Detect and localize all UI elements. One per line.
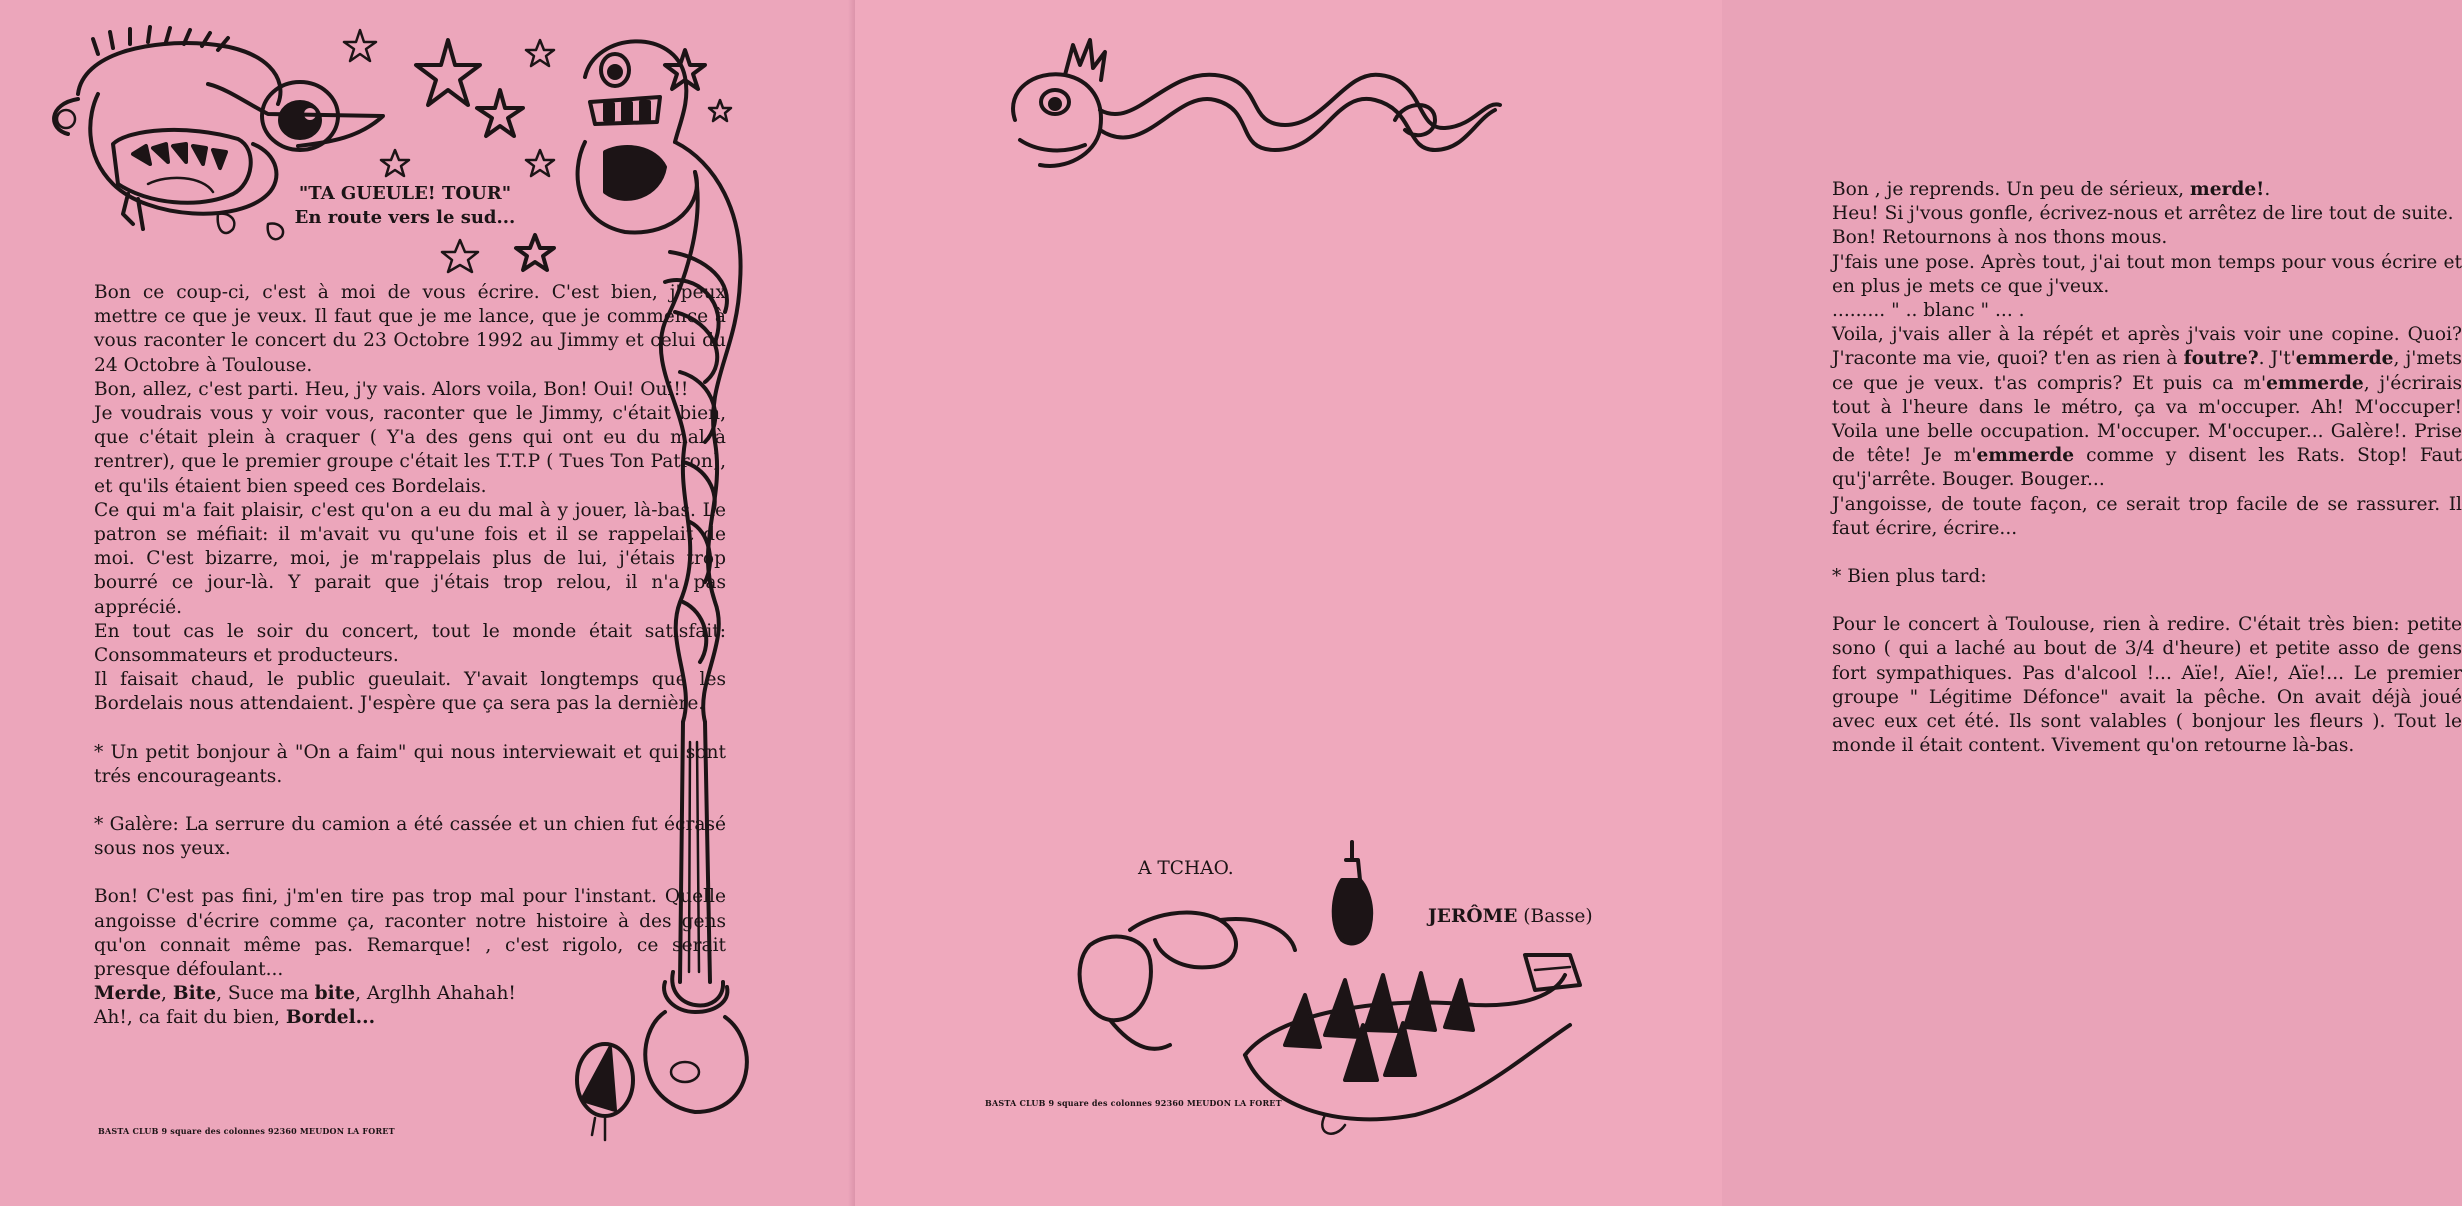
dragon-snake-drawing [995,30,1515,190]
line-bien-plus-tard: * Bien plus tard: [1832,566,1987,588]
paragraph-jimmy: Je voudrais vous y voir vous, raconter que le Jimmy, c'était bien, que c'était plein à craquer ( Y'a des gens qui ont eu du mal à rentrer), que le premier groupe c'était les T.T.P ( Tues Ton Patron), et qu'ils étaient bien speed ces Bordelais. [94,403,726,497]
left-article-body [94,281,726,1031]
bottle-drawing [1322,840,1382,950]
line-gonfle: Heu! Si j'vous gonfle, écrivez-nous et arrêtez de lire tout de suite. [1832,203,2454,225]
line-blanc: ......... " .. blanc " ... . [1832,300,2025,322]
curse-line: Merde, Bite, Suce ma bite, Arglhh Ahahah! [94,983,516,1005]
paragraph-start: Bon, allez, c'est parti. Heu, j'y vais. Alors voila, Bon! Oui! Oui!! [94,378,689,400]
paragraph-toulouse: Pour le concert à Toulouse, rien à redire. C'était très bien: petite sono ( qui a laché au bout de 3/4 d'heure) et petite asso de gens fort sympathiques. Pas d'alcool !... Aïe!, Aïe!, Aïe!... Le premier groupe " Légitime Défonce" avait la pêche. On avait déjà joué avec eux cet été. Ils sont valables ( bonjour les fleurs ). Tout le monde il était content. Vivement qu'on retourne là-bas. [1832,614,2462,757]
signature: JERÔME (Basse) [1428,906,1593,927]
paragraph-repet: Voila, j'vais aller à la répét et après j'vais voir une copine. Quoi? J'raconte ma vie, quoi? t'en as rien à foutre?. J't'emmerde, j'mets ce que je veux. t'as compris? Et puis ca m'emmerde, j'écrirais tout à l'heure dans le métro, ça va m'occuper. Ah! M'occuper! Voila une belle occupation. M'occuper. M'occuper... Galère!. Prise de tête! Je m'emmerde comme y disent les Rats. Stop! Faut qu'j'arrête. Bouger. Bouger... [1832,324,2462,491]
right-article-body [1832,178,2462,758]
left-footer: BASTA CLUB 9 square des colonnes 92360 MEUDON LA FORET [98,1126,395,1136]
paragraph-satisfied: En tout cas le soir du concert, tout le monde était satisfait: Consommateurs et producteurs. [94,620,726,667]
note-galere: * Galère: La serrure du camion a été cassée et un chien fut écrasé sous nos yeux. [94,814,726,860]
last-line: Ah!, ca fait du bien, Bordel... [94,1007,376,1029]
paragraph-public: Il faisait chaud, le public gueulait. Y'avait longtemps que les Bordelais nous attendaient. J'espère que ça sera pas la dernière. [94,669,726,715]
spiked-bracelet-drawing [1225,935,1585,1145]
paragraph-closing: Bon! C'est pas fini, j'm'en tire pas trop mal pour l'instant. Quelle angoisse d'écrire comme ça, raconter notre histoire à des gens qu'on connait même pas. Remarque! , c'est rigolo, ce serait presque défoulant... [94,886,726,981]
signoff: A TCHAO. [1138,858,1234,879]
right-page [855,0,2462,1206]
title-line-1: "TA GUEULE! TOUR" [298,183,512,204]
paragraph-intro: Bon ce coup-ci, c'est à moi de vous écrire. C'est bien, j'peux mettre ce que je veux. Il faut que je me lance, que je commence à vous raconter le concert du 23 Octobre 1992 au Jimmy et celui du 24 Octobre à Toulouse. [94,282,726,376]
note-on-a-faim: * Un petit bonjour à "On a faim" qui nous interviewait et qui sont trés encourageants. [94,741,726,787]
line-thons: Bon! Retournons à nos thons mous. [1832,227,2168,249]
article-title [270,182,540,230]
title-line-2: En route vers le sud... [294,207,516,228]
paragraph-patron: Ce qui m'a fait plaisir, c'est qu'on a eu du mal à y jouer, là-bas. Le patron se méfiait: il m'avait vu qu'une fois et il se rappelait de moi. C'est bizarre, moi, je m'rappelais plus de lui, j'étais trop bourré ce jour-là. Y parait que j'étais trop relou, il n'a pas apprécié. [94,499,726,618]
right-footer: BASTA CLUB 9 square des colonnes 92360 MEUDON LA FORET [985,1098,1282,1108]
line-pose: J'fais une pose. Après tout, j'ai tout mon temps pour vous écrire et en plus je mets ce que j'veux. [1832,251,2462,297]
anarchy-symbol-drawing [570,1040,640,1150]
line-reprends: Bon , je reprends. Un peu de sérieux, merde!. [1832,179,2271,200]
paragraph-angoisse: J'angoisse, de toute façon, ce serait trop facile de se rassurer. Il faut écrire, écrire... [1832,493,2462,539]
left-page [0,0,855,1206]
